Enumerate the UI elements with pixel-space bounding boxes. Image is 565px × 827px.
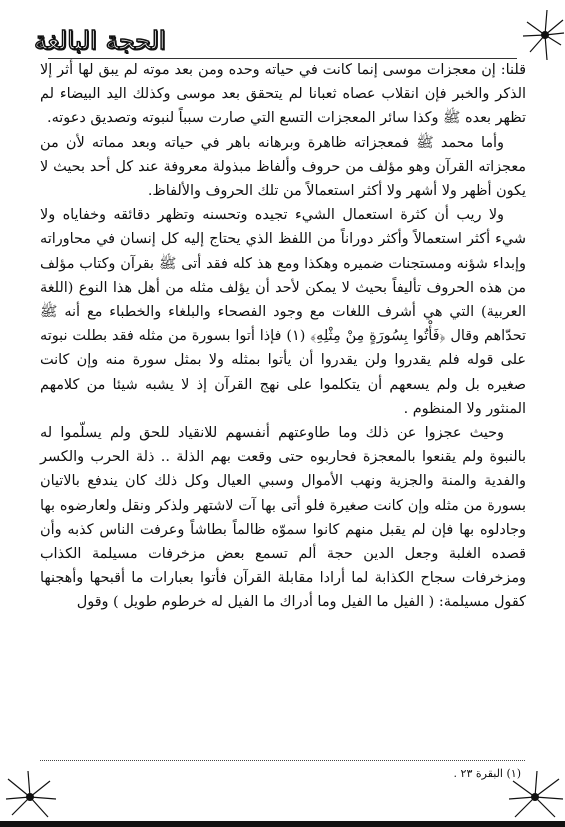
paragraph-1: قلنا: إن معجزات موسى إنما كانت في حياته وحده ومن بعد موته لم يبق لها أثر إلا الذكر والخبر فإن انقلاب عصاه ثعبانا لم يتحقق بعد موسى وكذلك اليد البيضاء لم تظهر بعده ﷺ وكذا سائر المعجزات التسع التي صارت سبباً لنبوته وتصديق دعوته. bbox=[40, 62, 526, 127]
bottom-border bbox=[0, 821, 565, 827]
page-body bbox=[40, 58, 526, 615]
corner-ornament-bottom-left bbox=[0, 757, 90, 827]
paragraph-4: وحيث عجزوا عن ذلك وما طاوعتهم أنفسهم للانقياد للحق ولم يسلّموا له بالنبوة ولم يقنعوا بالمعجزة فحاربوه حتى وقعت بهم الذلة .. ذلة الحرب والكسر والفدية والمنة والجزية ونهب الأموال وسبي العيال وكل ذلك كان يندفع بالاتيان بسورة من مثله وإن كانت صغيرة فلو أتى بها آت لاشتهر ولذكر ونقل ولعارضوه بها وجادلوه بها فإن لم يقبل منهم كانوا سموّه ظالماً بطاشاً وعرفت الناس كذبه وأن قصده الغلبة وجعل الدين حجة ألم تسمع بعض مزخرفات مسيلمة الكذاب ومزخرفات سجاح الكذابة لما أرادا مقابلة القرآن فأتوا بعبارات ما أقبحها وأهجنها كقول مسيلمة: ( الفيل ما الفيل وما أدراك ما الفيل له خرطوم طويل ) وقول bbox=[40, 425, 526, 611]
paragraph-3: ولا ريب أن كثرة استعمال الشيء تجيده وتحسنه وتظهر دقائقه وخفاياه ولا شيء أكثر استعمالاً وأكثر دوراناً من اللفظ الذي يحتاج إليه كل إنسان في محاوراته وإبداء شؤنه ومستجنات ضميره وهكذا ومع هذ كله فقد أتى ﷺ بقرآن وكتاب مؤلف من هذه الحروف تأليفاً بحيث لا يمكن لأحد أن يؤلف مثله من أهل هذا النوع (اللغة العربية) التي هي أشرف اللغات مع وجود الفصحاء والبلغاء والخطباء مع أنه ﷺ تحدّاهم وقال ﴿فَأْتُوا بِسُورَةٍ مِنْ مِثْلِهِ﴾ (١) فإذا أتوا بسورة من مثله فقد بطلت نبوته على قوله فلم يقدروا ولن يقدروا أن يأتوا بمثله ولا بمثل سورة منه وإن كانت صغيره بل ولم يسعهم أن يتكلموا على نهج القرآن إذ لا يشبه شيئا من كلامهم المنثور ولا المنظوم . bbox=[40, 207, 526, 417]
running-header-title: الحجة البالغة bbox=[34, 26, 166, 55]
paragraph-2: وأما محمد ﷺ فمعجزاته ظاهرة وبرهانه باهر في حياته وبعد مماته لأن من معجزاته القرآن وهو مؤلف من حروف وألفاظ مبذولة معروفة عند كل أحد بحيث لا يكون أظهر ولا أشهر ولا أكثر استعمالاً من تلك الحروف والألفاظ. bbox=[40, 134, 526, 200]
footnote-rule bbox=[40, 760, 525, 761]
footnote: (١) البقرة ٢٣ . bbox=[453, 767, 521, 780]
